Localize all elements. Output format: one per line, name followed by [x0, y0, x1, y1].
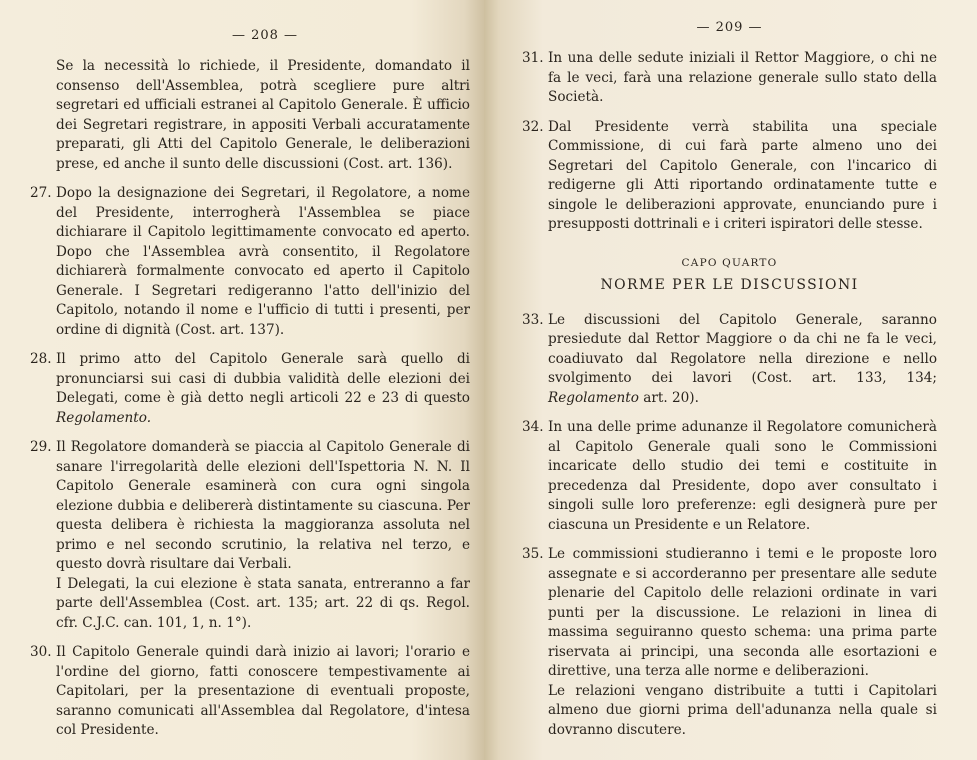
article-27	[30, 184, 470, 340]
article-35	[522, 545, 937, 740]
article-30	[30, 643, 470, 741]
article-number: 34.	[522, 419, 544, 435]
article-number: 32.	[522, 118, 544, 135]
article-text: Dal Presidente verrà stabilita una speciale Commissione, di cui farà parte almeno uno dei Segretari del Capitolo Generale, con l'incarico di redigerne gli Atti riportando ordinatamente tutte e singole le deliberazioni approvate, enunciando pure i presupposti dottrinali e i criteri ispiratori delle stesse.	[548, 118, 937, 232]
left-page	[0, 0, 484, 760]
page-number: — 208 —	[231, 28, 299, 43]
article-31	[522, 49, 937, 108]
article-text: Il Capitolo Generale quindi darà inizio ai lavori; l'orario e l'ordine del giorno, fatti conoscere tempestivamente ai Capitolari, per la presentazione di eventuali proposte, saranno comunicati all'Assemblea dal Regolatore, d'intesa col Presidente.	[56, 644, 470, 738]
continuation-paragraph: Se la necessità lo richiede, il Presidente, domandato il consenso dell'Assemblea, potrà scegliere pure altri segretari ed ufficiali estranei al Capitolo Generale. È ufficio dei Segretari registrare, in appositi Verbali accuratamente preparati, gli Atti del Capitolo Generale, le deliberazioni prese, ed anche il sunto delle discussioni (Cost. art. 136).	[56, 58, 470, 172]
section-title: NORME PER LE DISCUSSIONI	[600, 276, 859, 293]
article-number: 30.	[30, 644, 52, 660]
article-33	[522, 311, 937, 409]
article-text-main: Il primo atto del Capitolo Generale sarà quello di pronunciarsi sui casi di dubbia validità delle elezioni dei Delegati, come è già detto negli articoli 22 e 23 di questo	[56, 351, 470, 406]
article-text	[548, 311, 937, 409]
right-page	[484, 0, 977, 760]
article-number: 28.	[30, 351, 52, 367]
article-number: 29.	[30, 439, 52, 455]
article-text: Le commissioni studieranno i temi e le proposte loro assegnate e si accorderanno per presentare alle sedute plenarie del Capitolo delle relazioni ordinate in vari punti per la discussione. Le relazioni in linea di massima seguiranno questo schema: una prima parte riservata ai principi, una seconda alle esortazioni e direttive, una terza alle norme e deliberazioni.	[548, 546, 937, 679]
article-text-italic: Regolamento.	[56, 409, 152, 426]
article-text: In una delle sedute iniziali il Rettor Maggiore, o chi ne fa le veci, farà una relazione generale sullo stato della Società.	[548, 50, 937, 105]
article-number: 35.	[522, 546, 544, 562]
chapter-label: CAPO QUARTO	[681, 256, 778, 269]
article-text-end: art. 20).	[638, 389, 699, 406]
article-34	[522, 418, 937, 535]
article-32	[522, 118, 937, 235]
article-text-italic: Regolamento	[548, 389, 639, 406]
article-text: I Delegati, la cui elezione è stata sanata, entreranno a far parte dell'Assemblea (Cost. art. 135; art. 22 di qs. Regol. cfr. C.J.C. can. 101, 1, n. 1°).	[56, 575, 470, 631]
article-text-main: Le discussioni del Capitolo Generale, saranno presiedute dal Rettor Maggiore o da chi ne fa le veci, coadiuvato dal Regolatore nella direzione e nello svolgimento dei lavori (Cost. art. 133, 134;	[548, 311, 937, 386]
article-text	[56, 350, 470, 428]
article-text: Il Regolatore domanderà se piaccia al Capitolo Generale di sanare l'irregolarità delle elezioni dell'Ispettoria N. N. Il Capitolo Generale esaminerà con cura ogni singola elezione dubbia e delibererà distintamente su ciascuna. Per questa delibera è richiesta la maggioranza assoluta nel primo e nel secondo scrutinio, la relativa nel terzo, e questo dovrà risultare dai Verbali.	[56, 439, 470, 572]
article-28	[30, 350, 470, 428]
article-text: Le relazioni vengano distribuite a tutti i Capitolari almeno due giorni prima dell'adunanza nella quale si dovranno discutere.	[548, 682, 937, 738]
article-number: 31.	[522, 50, 544, 66]
article-29	[30, 438, 470, 633]
article-number: 33.	[522, 311, 544, 328]
article-text: Dopo la designazione dei Segretari, il Regolatore, a nome del Presidente, interrogherà l'Assemblea se piace dichiarare il Capitolo legittimamente convocato ed aperto. Dopo che l'Assemblea avrà consentito, il Regolatore dichiarerà formalmente convocato ed aperto il Capitolo Generale. I Segretari redigeranno l'atto dell'inizio del Capitolo, notando il nome e l'ufficio di tutti i presenti, per ordine di dignità (Cost. art. 137).	[56, 185, 470, 338]
article-number: 27.	[30, 185, 52, 201]
page-number: — 209 —	[696, 20, 763, 35]
article-text: In una delle prime adunanze il Regolatore comunicherà al Capitolo Generale quali sono le Commissioni incaricate dello studio dei temi e costituite in precedenza dal Presidente, dopo aver consultato i singoli sulle loro preferenze: egli designerà pure per ciascuna un Presidente e un Relatore.	[548, 419, 937, 533]
